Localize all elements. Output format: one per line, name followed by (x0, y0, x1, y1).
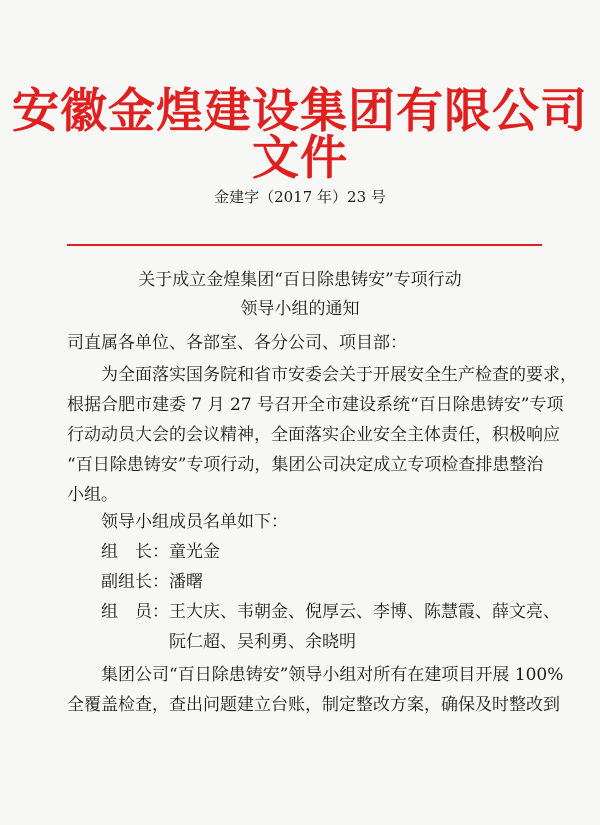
notice-title-line-1: 关于成立金煌集团“百日除患铸安”专项行动 (138, 270, 462, 290)
header-divider-line (67, 244, 542, 246)
leader-name: 童光金 (169, 542, 220, 562)
deputy-label: 副组长： (101, 572, 169, 592)
document-header-title: 安徽金煌建设集团有限公司文件 (12, 84, 588, 186)
list-intro-text: 领导小组成员名单如下： (101, 512, 288, 532)
paragraph-2-line-2: 全覆盖检查，查出问题建立台账，制定整改方案，确保及时整改到 (67, 695, 560, 715)
paragraph-1-line-4: “百日除患铸安”专项行动，集团公司决定成立专项检查排患整治 (67, 455, 544, 475)
document-number: 金建字（2017 年）23 号 (214, 188, 386, 206)
paragraph-1 (67, 360, 577, 510)
members-label: 组 员： (101, 602, 169, 622)
paragraph-1-line-1: 为全面落实国务院和省市安委会关于开展安全生产检查的要求， (101, 365, 577, 385)
members-line-2: 阮仁超、吴利勇、余晓明 (169, 632, 356, 652)
recipients-text: 司直属各单位、各部室、各分公司、项目部： (67, 333, 407, 353)
members-row (67, 597, 560, 657)
paragraph-1-line-5: 小组。 (67, 485, 118, 505)
leader-label: 组 长： (101, 542, 169, 562)
members-line-1: 王大庆、韦朝金、倪厚云、李博、陈慧霞、薛文亮、 (169, 602, 560, 622)
paragraph-2 (67, 660, 564, 720)
paragraph-1-line-2: 根据合肥市建委 7 月 27 号召开全市建设系统“百日除患铸安”专项 (67, 395, 564, 415)
paragraph-2-line-1: 集团公司“百日除患铸安”领导小组对所有在建项目开展 100% (101, 665, 564, 685)
deputy-name: 潘曙 (169, 572, 203, 592)
paragraph-1-line-3: 行动动员大会的会议精神，全面落实企业安全主体责任，积极响应 (67, 425, 560, 445)
notice-title-line-2: 领导小组的通知 (240, 299, 360, 319)
